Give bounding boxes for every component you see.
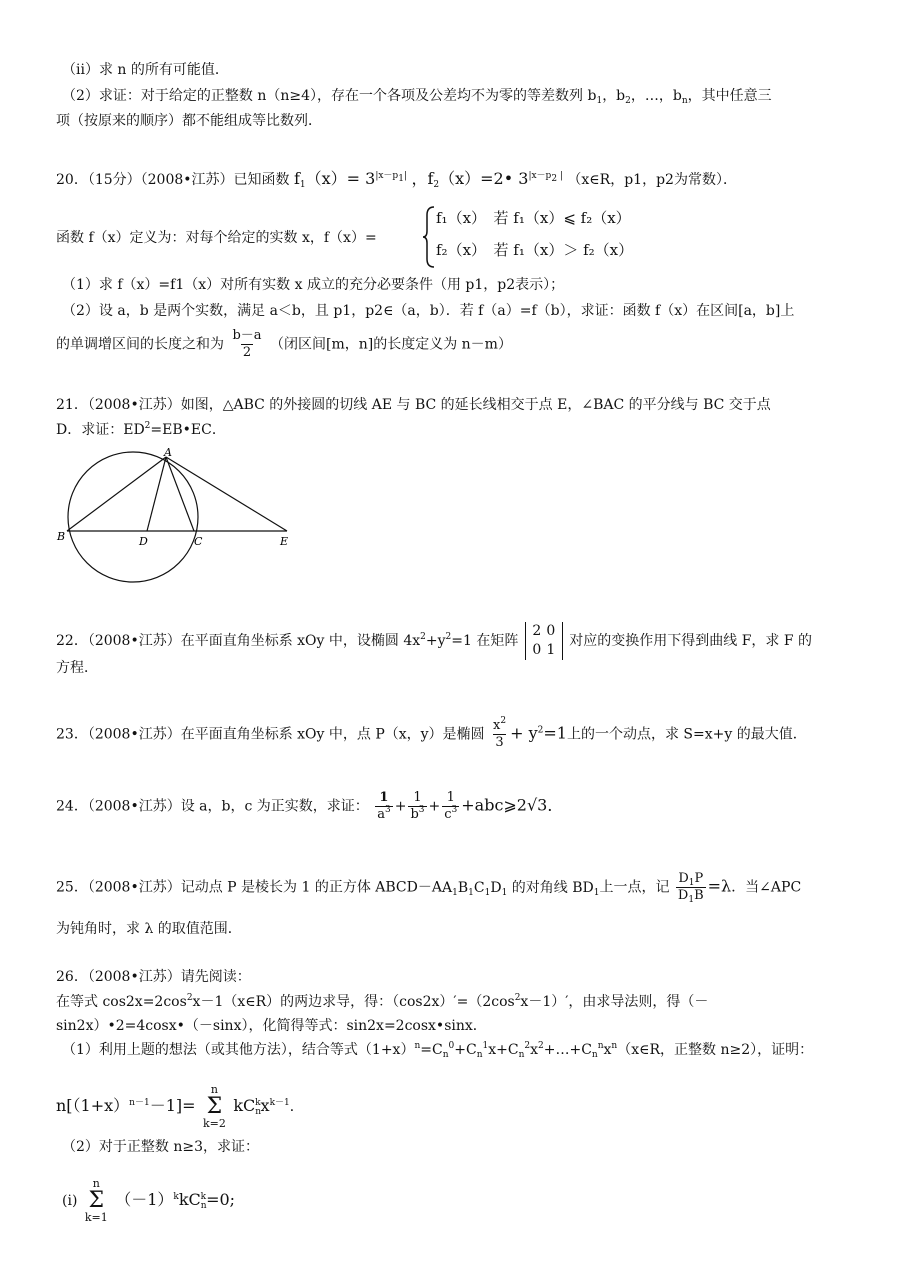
- text-line-ii: （ii）求 n 的所有可能值．: [62, 62, 229, 78]
- summation-k2-n: n Σ k=2: [203, 1083, 226, 1130]
- problem-22-line1: 22．（2008•江苏）在平面直角坐标系 xOy 中，设椭圆 $4x^2+y^2=1$ 在矩阵 2 0 0 1 对应的变换作用下得到曲线 F，求 F 的: [56, 623, 813, 658]
- text-line-q2: （2）求证：对于给定的正整数 n（n≥4），存在一个各项及公差均不为零的等差数列 $b_1$，$b_2$，…，$b_n$，其中任意三: [62, 88, 772, 106]
- problem-21-line2: D．求证：$ED^2=EB•EC$．: [56, 421, 226, 438]
- segment-AD: [147, 457, 166, 531]
- fraction-1-over-a3: $\frac{1}{a^3}$: [377, 790, 391, 822]
- case-line-2: f₂（x） 若 f₁（x）＞ f₂（x）: [436, 241, 634, 259]
- label-A: A: [164, 446, 172, 459]
- problem-20-q2: （2）设 a，b 是两个实数，满足 a＜b，且 p1，p2∈（a，b）．若 f（a）=f（b），求证：函数 f（x）在区间[a，b]上: [62, 303, 795, 319]
- fraction-1-over-c3: $\frac{1}{c^3}$: [444, 790, 458, 822]
- problem-21-line1: 21．（2008•江苏）如图，△ABC 的外接圆的切线 AE 与 BC 的延长线相交于点 E，∠BAC 的平分线与 BC 交于点: [56, 397, 771, 413]
- problem-26-line4: （1）利用上题的想法（或其他方法），结合等式$(1+x)^n=C_n^0+C_n^1x+C_n^2x^2+\dots+C_n^nx^n(x\in R$，正整数 n≥2），证明：: [62, 1041, 814, 1060]
- problem-20-def: 函数 f（x）定义为：对每个给定的实数 x，f（x）=: [56, 230, 377, 246]
- problem-20-header: 20．（15分）（2008•江苏）已知函数 $f_1(x)= 3^{|x-p1|}$ ，$f_2(x)=2•$ $3^{|x-p2}$ | （x∈R，p1，p2为常数）．: [56, 169, 737, 190]
- left-brace: [422, 205, 436, 269]
- problem-26-line2: 在等式 $\cos 2x=2\cos^2x-1(x\in R)$的两边求导，得：$(\cos 2x)'=(2\cos^2x-1)'$，由求导法则，得（－: [56, 993, 709, 1010]
- label-B: B: [57, 530, 66, 543]
- fraction-D1P-over-D1B: $\frac{D_1P}{D_1B}$: [677, 871, 704, 905]
- text-line-q2-cont: 项（按原来的顺序）都不能组成等比数列．: [56, 113, 322, 129]
- fraction-b-minus-a-over-2: $\frac{b-a}{2}$: [232, 328, 262, 360]
- problem-25-line1: 25．（2008•江苏）记动点 P 是棱长为 1 的正方体 $ABCD-AA_1B_1C_1D_1$ 的对角线 $BD_1$上一点，记 $\frac{D_1P}{D_1B}$ =λ．当∠APC: [56, 871, 802, 905]
- problem-26-formula2: (i) n Σ k=1 $(-1)^kkC_n^k=0$;: [62, 1177, 236, 1224]
- label-D: D: [139, 535, 148, 548]
- case-line-1: f₁（x） 若 f₁（x）⩽ f₂（x）: [436, 209, 631, 227]
- problem-22-line2: 方程．: [56, 660, 98, 676]
- tangent-AE: [166, 457, 287, 531]
- fraction-x2-over-3: $\frac{x^2}{3}$: [493, 716, 507, 750]
- geometry-figure: [56, 445, 296, 585]
- problem-26-formula1: $n[(1+x)^{n-1}-1]=$ n Σ k=2 $kC_n^kx^{k-1}$．: [56, 1083, 304, 1130]
- problem-23-line1: 23．（2008•江苏）在平面直角坐标系 xOy 中，点 P（x，y）是椭圆 $\frac{x^2}{3}$ + $y^2=1$上的一个动点，求 S=x+y 的最大值．: [56, 716, 807, 750]
- label-E: E: [280, 535, 289, 548]
- matrix-2x2: 2 0 0 1: [525, 622, 563, 660]
- segment-AC: [166, 457, 194, 531]
- problem-26-line3: sin2x）•2=4cosx•（－sinx），化简得等式：sin2x=2cosx•sinx．: [56, 1018, 487, 1034]
- problem-25-line2: 为钝角时，求 λ 的取值范围．: [56, 921, 242, 937]
- circumcircle: [68, 452, 198, 582]
- summation-k1-n: n Σ k=1: [84, 1177, 108, 1224]
- fraction-1-over-b3: $\frac{1}{b^3}$: [410, 790, 425, 822]
- problem-20-q1: （1）求 f（x）=f1（x）对所有实数 x 成立的充分必要条件（用 p1，p2表示）；: [62, 277, 565, 293]
- problem-24-line1: 24．（2008•江苏）设 a，b，c 为正实数，求证： $\frac{1}{a^3}$ + $\frac{1}{b^3}$ + $\frac{1}{c^3}$ +abc⩾2√3．: [56, 790, 564, 822]
- problem-26-line1: 26．（2008•江苏）请先阅读：: [56, 969, 251, 985]
- problem-20-q2-cont: 的单调增区间的长度之和为 $\frac{b-a}{2}$ （闭区间[m，n]的长度定义为 n－m）: [56, 328, 512, 360]
- segment-AB: [67, 457, 166, 531]
- problem-26-q2: （2）对于正整数 n≥3，求证：: [62, 1139, 260, 1155]
- label-C: C: [194, 535, 203, 548]
